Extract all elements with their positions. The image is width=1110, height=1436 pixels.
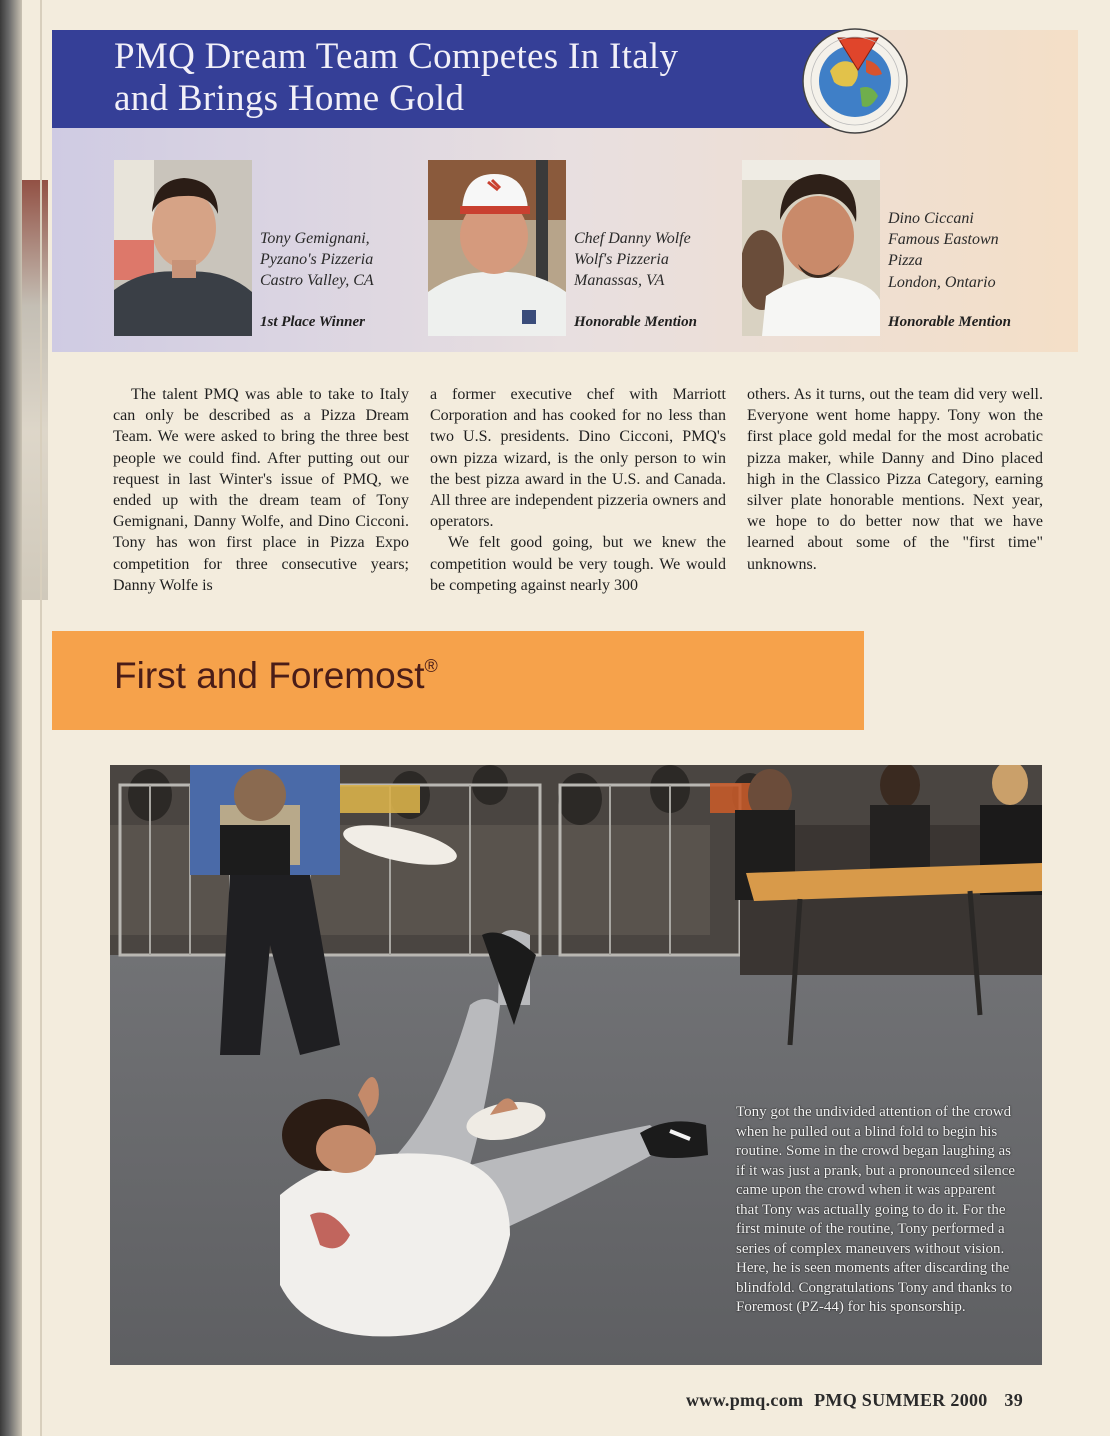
issue-label: PMQ SUMMER 2000 xyxy=(814,1390,988,1410)
page-fold-line xyxy=(40,0,42,1436)
paragraph: others. As it turns, out the team did very well. Everyone went home happy. Tony won the first place gold medal for the most acrobatic pizza maker, while Danny and Dino placed high in the Classico Pizza Category, earning silver plate honorable mentions. Next year, we hope to do better now that we have learned about some of the "first time" unknowns. xyxy=(747,386,1043,573)
contestant-pizzeria: Pyzano's Pizzeria xyxy=(260,251,374,268)
contestant-location: Manassas, VA xyxy=(574,272,665,289)
award-label: Honorable Mention xyxy=(574,314,697,330)
section-title xyxy=(114,655,438,697)
tony-portrait-photo xyxy=(114,160,252,336)
award-label: Honorable Mention xyxy=(888,314,1011,330)
contestant-card-dino xyxy=(742,160,1072,336)
title-line-2: and Brings Home Gold xyxy=(114,78,465,119)
registered-mark: ® xyxy=(424,656,438,676)
title-line-1: PMQ Dream Team Competes In Italy xyxy=(114,36,679,77)
article-column-3 xyxy=(747,384,1043,575)
contestant-card-tony xyxy=(114,160,404,336)
page-number: 39 xyxy=(1004,1390,1024,1410)
award-label: 1st Place Winner xyxy=(260,314,366,330)
paragraph: a former executive chef with Marriott Corporation and has cooked for no less than two U.S. presidents. Dino Cicconi, PMQ's own pizza wizard, is the only person to win the best pizza award in the U.S. and Canada. All three are independent pizzeria owners and operators. xyxy=(430,386,726,531)
magazine-url: www.pmq.com xyxy=(686,1390,804,1410)
page-footer xyxy=(686,1390,1023,1411)
contestant-location: Castro Valley, CA xyxy=(260,272,374,289)
article-title xyxy=(114,36,678,120)
article-column-1 xyxy=(113,384,409,596)
adjacent-page-edge xyxy=(22,180,48,600)
section-band xyxy=(52,631,864,730)
contestant-card-danny xyxy=(428,160,728,336)
contestant-pizzeria: Wolf's Pizzeria xyxy=(574,251,669,268)
contestant-name: Tony Gemignani, xyxy=(260,230,370,247)
danny-portrait-photo xyxy=(428,160,566,336)
title-band xyxy=(52,30,848,128)
section-title-text: First and Foremost xyxy=(114,655,425,696)
article-header xyxy=(52,30,1078,352)
paragraph: The talent PMQ was able to take to Italy can only be described as a Pizza Dream Team. We were asked to bring the three best people we could find. After putting out our request in last Winter's issue of PMQ, we ended up with the dream team of Tony Gemignani, Danny Wolfe, and Dino Cicconi. Tony has won first place in Pizza Expo competition for three consecutive years; Danny Wolfe is xyxy=(113,386,409,594)
pizza-world-championship-logo xyxy=(800,26,910,136)
dino-portrait-photo xyxy=(742,160,880,336)
binding-spine xyxy=(0,0,22,1436)
contestant-location: London, Ontario xyxy=(888,274,996,291)
contestant-pizzeria-line2: Pizza xyxy=(888,252,923,269)
contestant-name: Dino Ciccani xyxy=(888,210,974,227)
contestant-name: Chef Danny Wolfe xyxy=(574,230,691,247)
article-column-2 xyxy=(430,384,726,596)
paragraph: We felt good going, but we knew the competition would be very tough. We would be competing against nearly 300 xyxy=(430,534,726,594)
photo-caption: Tony got the undivided attention of the crowd when he pulled out a blind fold to begin his routine. Some in the crowd began laughing as if it was just a prank, but a pronounced silence came upon the crowd when it was apparent that Tony was actually going to do it. For the first minute of the routine, Tony performed a series of complex maneuvers without vision. Here, he is seen moments after discarding the blindfold. Congratulations Tony and thanks to Foremost (PZ-44) for his sponsorship. xyxy=(736,1104,1016,1315)
contestant-pizzeria: Famous Eastown xyxy=(888,231,999,248)
